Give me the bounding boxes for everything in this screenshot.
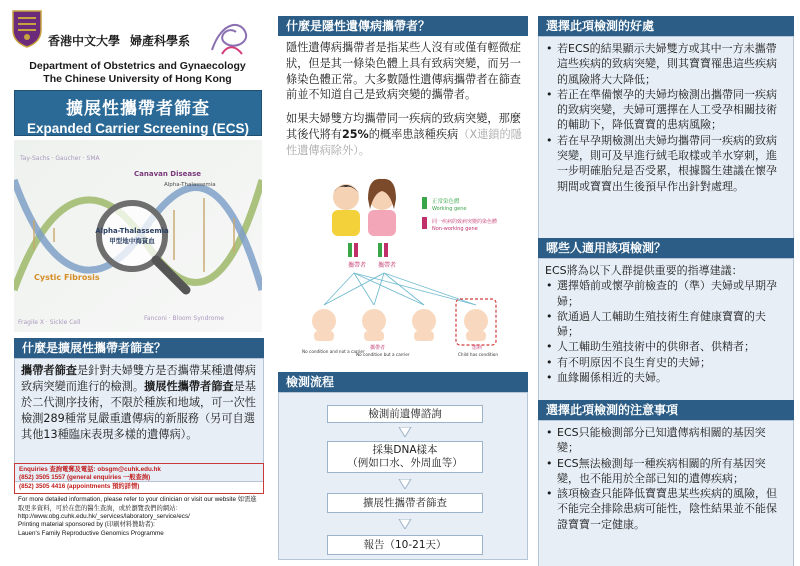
section-heading: 哪些人適用該項檢測？ — [538, 238, 794, 258]
enquiry-phone-appointments: (852) 3505 4416 (appointments 預約詳情) — [19, 482, 140, 490]
process-step-counseling: 檢測前遺傳諮詢 — [327, 405, 483, 423]
enquiry-phone-general: (852) 3505 1557 (general enquiries 一般查詢) — [19, 474, 151, 482]
sponsor-label: Printing material sponsored by (印刷材料贊助者): — [18, 521, 155, 529]
list-item: • 選擇婚前或懷孕前檢查的（準）夫婦或早期孕婦； — [545, 278, 787, 309]
section-heading: 選擇此項檢測的注意事項 — [538, 400, 794, 420]
arrow-down-icon — [397, 519, 413, 529]
outcome-affected-en: Child has condition — [458, 351, 498, 357]
website-link[interactable]: http://www.obg.cuhk.edu.hk/_services/laboratory_service/ecs/ — [18, 513, 190, 521]
section-heading: 檢測流程 — [278, 372, 528, 392]
legend-working-zh: 正常染色體 — [432, 198, 460, 205]
department-name-zh: 婦產科學系 — [130, 34, 191, 48]
section-body — [278, 36, 528, 376]
dna-helix-icon — [14, 140, 262, 332]
cuhk-crest-icon — [10, 8, 44, 48]
mother-carrier-label: 攜帶者 — [378, 261, 397, 269]
section-what-is-ecs — [14, 338, 264, 482]
university-en-line: The Chinese University of Hong Kong — [43, 73, 232, 85]
hero-label-canavan: Canavan Disease — [134, 170, 202, 178]
list-item: • 該項檢查只能降低寶寶患某些疾病的風險，但不能完全排除患病可能性，陰性結果並不能保證寶寶一定健康。 — [545, 486, 787, 532]
section-heading: 選擇此項檢測的好處 — [538, 16, 794, 36]
benefits-list — [545, 41, 787, 194]
outcome-carrier-en: No condition but a carrier — [356, 351, 410, 357]
section-benefits — [538, 16, 794, 248]
term-carrier-screening: 攜帶者篩查 — [21, 364, 77, 377]
inheritance-text-a: 如果夫婦雙方均攜帶同一疾病的致病突變，那麼其後代將有 — [286, 112, 521, 141]
sample-examples: （例如口水、外周血等） — [347, 457, 463, 469]
svg-text:Tay-Sachs · Gaucher · SMA: Tay-Sachs · Gaucher · SMA — [20, 155, 100, 162]
dna-magnifier-illustration — [14, 140, 262, 332]
sample-label: 採集DNA樣本 — [372, 444, 438, 456]
inheritance-percent: 25% — [341, 127, 369, 141]
university-name-zh: 香港中文大學 — [48, 34, 121, 48]
list-item: • ECS無法檢測每一種疾病相關的所有基因突變，也不能用於全部已知的遺傳疾病； — [545, 456, 787, 487]
process-step-screening: 擴展性攜帶者篩查 — [327, 493, 483, 513]
enquiries-box — [14, 463, 264, 494]
legend-working-en: Working gene — [432, 205, 467, 212]
list-item: • 若ECS的結果顯示夫婦雙方或其中一方未攜帶這些疾病的致病突變，則其寶寶罹患這些疾病的風險將大大降低； — [545, 41, 787, 87]
carrier-definition: 隱性遺傳病攜帶者是指某些人沒有或僅有輕微症狀，但是其一條染色體上具有致病突變，而另一條染色體正常。大多數隱性遺傳病攜帶者在篩查前並不知道自己是致病突變的攜帶者。 — [286, 41, 521, 102]
hero-label-alpha-big: Alpha-Thalassemia — [95, 227, 169, 235]
department-en-line: Department of Obstetrics and Gynaecology — [29, 60, 246, 72]
process-step-sample — [327, 441, 483, 473]
section-precautions — [538, 400, 794, 566]
svg-text:Fanconi · Bloom Syndrome: Fanconi · Bloom Syndrome — [144, 315, 224, 322]
section-testing-process — [278, 372, 528, 560]
svg-text:Fragile X · Sickle Cell: Fragile X · Sickle Cell — [18, 319, 81, 326]
definition-expanded-screening: 是基於二代測序技術，不限於種族和地域，可一次性檢測289種常見嚴重遺傳病的新服務（另可自選其他13種臨床表現多樣的遺傳病）。 — [21, 380, 256, 441]
section-heading: 什麼是擴展性攜帶者篩查？ — [14, 338, 264, 358]
section-body — [538, 36, 794, 248]
list-item: • 欲通過人工輔助生殖技術生育健康寶寶的夫婦； — [545, 309, 787, 340]
list-item: • ECS只能檢測部分已知遺傳病相關的基因突變； — [545, 425, 787, 456]
sponsor-name: Lauen's Family Reproductive Genomics Programme — [18, 529, 164, 537]
hero-label-cystic: Cystic Fibrosis — [34, 273, 100, 282]
process-step-report: 報告（10-21天） — [327, 535, 483, 555]
inheritance-paragraph — [286, 111, 522, 158]
department-name-en — [10, 60, 265, 86]
list-item: • 有不明原因不良生育史的夫婦； — [545, 355, 787, 370]
page-title-en: Expanded Carrier Screening (ECS) — [26, 121, 250, 136]
outcome-unaffected: No condition and not a carrier — [302, 348, 365, 354]
list-item: • 若在早孕期檢測出夫婦均攜帶同一疾病的致病突變，則可及早進行絨毛取樣或羊水穿刺，進一步明確胎兒是否受累，根據醫生建議在懷孕期間或寶寶出生後預早作出針對處理。 — [545, 133, 787, 194]
header-logos — [10, 8, 265, 58]
section-who-should-test — [538, 238, 794, 414]
arrow-down-icon — [397, 479, 413, 489]
page-title-zh: 擴展性攜帶者篩查 — [66, 99, 210, 119]
father-figure — [332, 184, 360, 236]
who-list — [545, 278, 787, 385]
list-item: • 人工輔助生殖技術中的供卵者、供精者； — [545, 339, 787, 354]
chromosome-icon — [348, 243, 388, 257]
list-item: • 血緣關係相近的夫婦。 — [545, 370, 787, 385]
baby-figure — [312, 299, 496, 345]
section-body — [538, 258, 794, 414]
inheritance-exception: （X連鎖的隱性遺傳病除外）。 — [286, 127, 522, 157]
section-body — [538, 420, 794, 566]
enquiry-email[interactable]: Enquiries 查詢電郵及電話: obsgm@cuhk.edu.hk — [19, 466, 161, 473]
arrow-down-icon — [397, 427, 413, 437]
inheritance-text-c: 的概率患該種疾病 — [368, 127, 459, 141]
main-title-box — [14, 90, 262, 136]
inheritance-diagram — [286, 163, 522, 363]
outcome-carrier-zh: 攜帶者 — [370, 344, 386, 351]
legend-nonworking-zh: 同一疾病的致病突變的染色體 — [432, 218, 498, 225]
inheritance-figure — [286, 163, 522, 363]
section-hidden-carrier — [278, 16, 528, 376]
more-info-text: For more detailed information, please refer to your clinician or visit our website 如需進取更多資料，可於在您的醫生查詢，或於瀏覽我們的網站： — [18, 496, 257, 512]
outcome-affected-zh: 患病 — [472, 344, 483, 351]
process-flow — [278, 392, 528, 560]
list-item: • 若正在準備懷孕的夫婦均檢測出攜帶同一疾病的致病突變，夫婦可選擇在人工受孕相關技術的輔助下，降低寶寶的患病風險； — [545, 87, 787, 133]
chromosome-legend — [422, 197, 497, 232]
father-carrier-label: 攜帶者 — [348, 261, 367, 269]
contact-info — [14, 463, 264, 561]
department-logo-icon — [202, 16, 252, 58]
section-heading: 什麼是隱性遺傳病攜帶者？ — [278, 16, 528, 36]
legend-nonworking-en: Non-working gene — [432, 225, 478, 232]
more-info — [14, 494, 264, 540]
term-expanded-screening: 擴展性攜帶者篩查 — [144, 380, 234, 393]
definition-carrier-screening: 是針對夫婦雙方是否攜帶某種遺傳病致病突變而進行的檢測。 — [21, 364, 256, 393]
hero-label-alpha-small: Alpha-Thalassemia — [164, 182, 216, 188]
mother-figure — [368, 178, 396, 235]
hero-label-alpha-zh: 甲型地中海貧血 — [109, 237, 155, 245]
precautions-list — [545, 425, 787, 532]
who-intro: ECS將為以下人群提供重要的指導建議： — [545, 264, 743, 277]
